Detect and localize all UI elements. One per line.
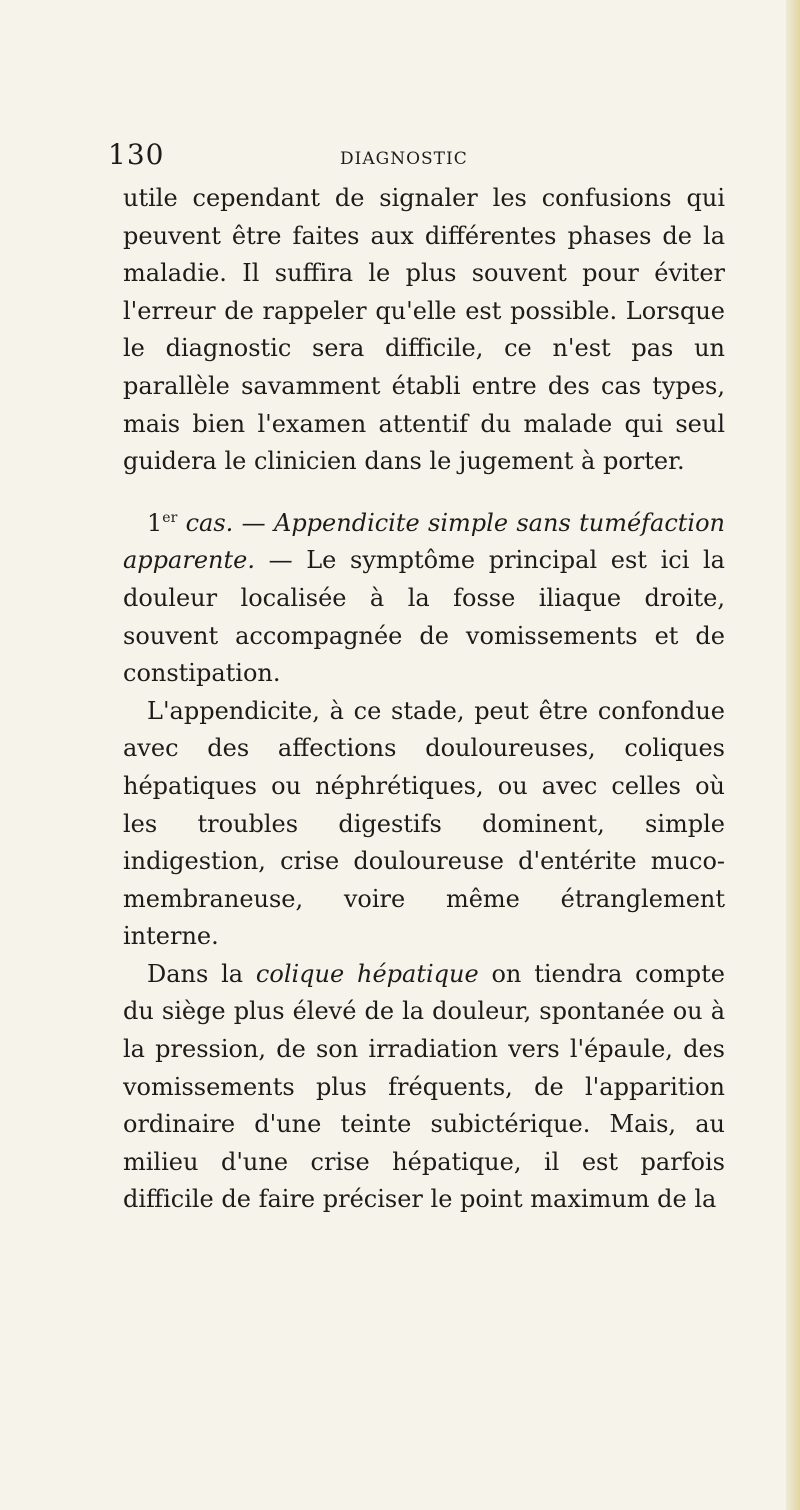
dash: — bbox=[254, 546, 307, 575]
paragraph-1: utile cependant de signaler les confusions qui peuvent être faites aux différentes phases de la maladie. Il suffira le plus souvent pour éviter l'erreur de rappeler qu'elle est possible. Lorsque le diagnostic sera difficile, ce n'est pas un parallèle savamment établi entre des cas types, mais bien l'examen attentif du malade qui seul guidera le clinicien dans le jugement à porter. bbox=[123, 184, 725, 476]
page-edge bbox=[786, 0, 800, 1510]
case-word: cas. bbox=[185, 508, 234, 537]
paragraph-3: L'appendicite, à ce stade, peut être confondue avec des affections douloureuses, coliques hépatiques ou néphrétiques, ou avec celles où les troubles digestifs dominent, simple indigestion, crise douloureuse d'entérite muco-membraneuse, voire même étranglement interne. bbox=[123, 696, 725, 951]
case-number: 1 bbox=[147, 508, 163, 537]
paragraph-4-italic: colique hépatique bbox=[255, 959, 479, 988]
page-header bbox=[108, 138, 708, 178]
case-title: Appendicite simple sans tuméfaction apparente. bbox=[123, 508, 726, 575]
running-head: DIAGNOSTIC bbox=[340, 149, 468, 169]
paragraph-4-intro: Dans la bbox=[147, 959, 256, 988]
paragraph-case-1 bbox=[123, 505, 725, 693]
body-text bbox=[123, 180, 725, 1219]
paragraph-4-text: on tiendra compte du siège plus élevé de la douleur, spontanée ou à la pression, de son irradiation vers l'épaule, des vomissements plus fréquents, de l'apparition ordinaire d'une teinte subictérique. Mais, au milieu d'une crise hépatique, il est parfois difficile de faire préciser le point maximum de la bbox=[123, 959, 725, 1214]
case-description: Le symptôme principal est ici la douleur localisée à la fosse iliaque droite, souvent accompagnée de vomissements et de constipation. bbox=[123, 546, 725, 688]
case-number-suffix: er bbox=[162, 509, 178, 526]
dash: — bbox=[233, 508, 274, 537]
page-number: 130 bbox=[108, 138, 165, 171]
paragraph-4 bbox=[123, 956, 725, 1219]
